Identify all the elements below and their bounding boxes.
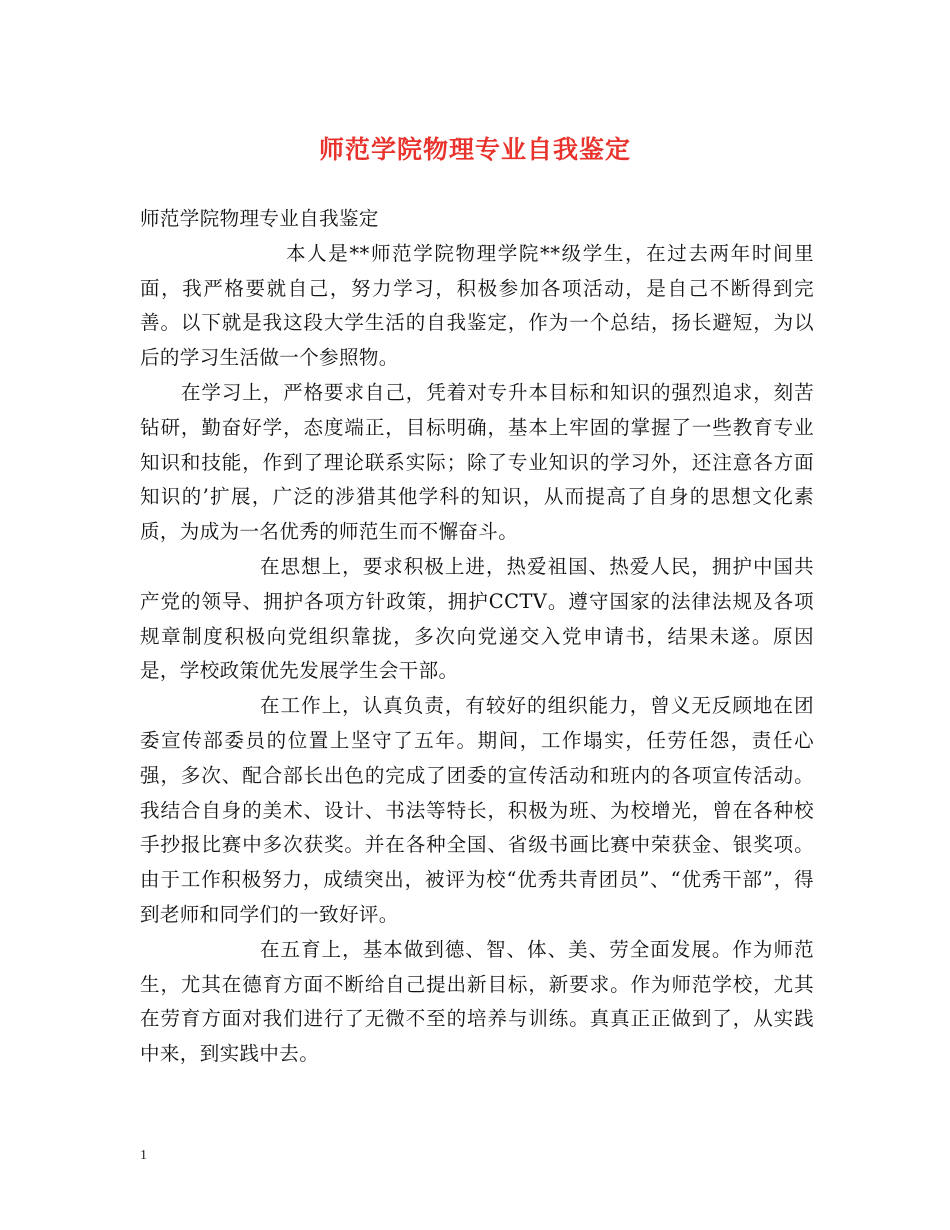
document-body — [140, 202, 814, 1072]
paragraph-study: 在学习上，严格要求自己，凭着对专升本目标和知识的强烈追求，刻苦钻研，勤奋好学，态度端正，目标明确，基本上牢固的掌握了一些教育专业知识和技能，作到了理论联系实际；除了专业知识的学习外，还注意各方面知识的’扩展，广泛的涉猎其他学科的知识，从而提高了自身的思想文化素质，为成为一名优秀的师范生而不懈奋斗。 — [140, 380, 814, 544]
paragraph-thought: 在思想上，要求积极上进，热爱祖国、热爱人民，拥护中国共产党的领导、拥护各项方针政策，拥护CCTV。遵守国家的法律法规及各项规章制度积极向党组织靠拢，多次向党递交入党申请书，结果未遂。原因是，学校政策优先发展学生会干部。 — [140, 554, 814, 683]
paragraph-intro: 本人是**师范学院物理学院**级学生，在过去两年时间里面，我严格要就自己，努力学习，积极参加各项活动，是自己不断得到完善。以下就是我这段大学生活的自我鉴定，作为一个总结，扬长避短，为以后的学习生活做一个参照物。 — [140, 241, 814, 370]
document-title: 师范学院物理专业自我鉴定 — [318, 135, 631, 164]
document-subheading: 师范学院物理专业自我鉴定 — [140, 207, 379, 230]
paragraph-work: 在工作上，认真负责，有较好的组织能力，曾义无反顾地在团委宣传部委员的位置上坚守了五年。期间，工作塌实，任劳任怨，责任心强，多次、配合部长出色的完成了团委的宣传活动和班内的各项宣传活动。我结合自身的美术、设计、书法等特长，积极为班、为校增光，曾在各种校手抄报比赛中多次获奖。并在各种全国、省级书画比赛中荣获金、银奖项。由于工作积极努力，成绩突出，被评为校“优秀共青团员”、“优秀干部”，得到老师和同学们的一致好评。 — [140, 694, 814, 926]
page-number: 1 — [140, 1148, 147, 1163]
paragraph-five-education: 在五育上，基本做到德、智、体、美、劳全面发展。作为师范生，尤其在德育方面不断给自己提出新目标，新要求。作为师范学校，尤其在劳育方面对我们进行了无微不至的培养与训练。真真正正做到了，从实践中来，到实践中去。 — [140, 937, 814, 1066]
